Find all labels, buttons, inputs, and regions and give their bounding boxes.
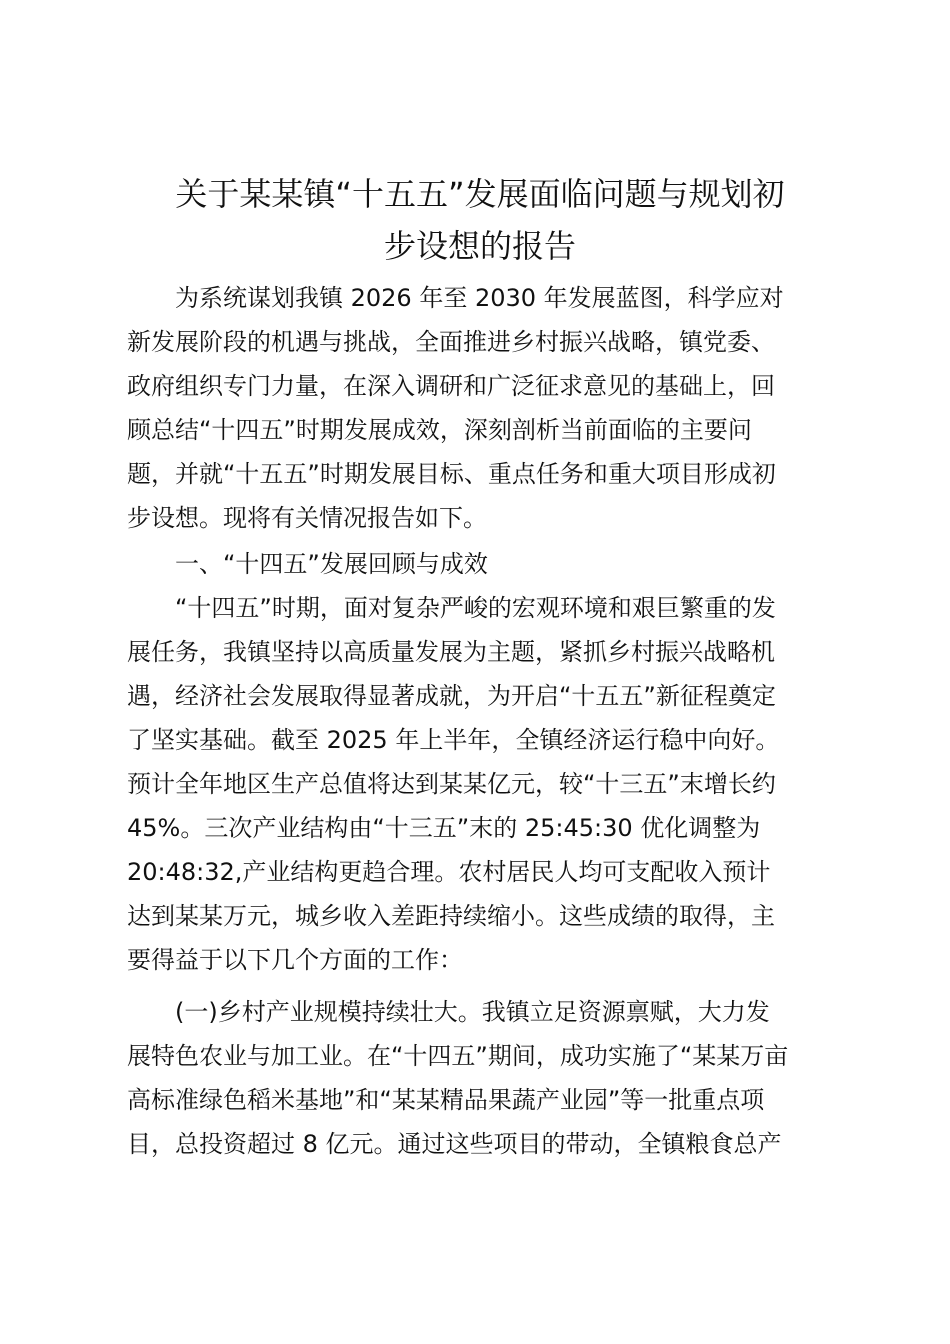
paragraph-line: 遇，经济社会发展取得显著成就，为开启“十五五”新征程奠定 bbox=[127, 682, 776, 710]
document-title-line-1: 关于某某镇“十五五”发展面临问题与规划初 bbox=[175, 175, 785, 213]
paragraph-line: “十四五”时期，面对复杂严峻的宏观环境和艰巨繁重的发 bbox=[175, 594, 776, 622]
section-heading: 一、“十四五”发展回顾与成效 bbox=[175, 550, 488, 578]
paragraph-line: 题，并就“十五五”时期发展目标、重点任务和重大项目形成初 bbox=[127, 460, 776, 488]
paragraph-line: 45%。三次产业结构由“十三五”末的 25:45:30 优化调整为 bbox=[127, 814, 761, 842]
paragraph-line: 达到某某万元，城乡收入差距持续缩小。这些成绩的取得，主 bbox=[127, 902, 775, 930]
paragraph-line: 展任务，我镇坚持以高质量发展为主题，紧抓乡村振兴战略机 bbox=[127, 638, 775, 666]
paragraph-line: 了坚实基础。截至 2025 年上半年，全镇经济运行稳中向好。 bbox=[127, 726, 780, 754]
paragraph-line: 预计全年地区生产总值将达到某某亿元，较“十三五”末增长约 bbox=[127, 770, 776, 798]
paragraph-line: 目，总投资超过 8 亿元。通过这些项目的带动，全镇粮食总产 bbox=[127, 1130, 782, 1158]
paragraph-line: 高标准绿色稻米基地”和“某某精品果蔬产业园”等一批重点项 bbox=[127, 1086, 765, 1114]
paragraph-line: 20:48:32,产业结构更趋合理。农村居民人均可支配收入预计 bbox=[127, 858, 771, 886]
paragraph-line: 步设想。现将有关情况报告如下。 bbox=[127, 504, 487, 532]
paragraph-line: 为系统谋划我镇 2026 年至 2030 年发展蓝图，科学应对 bbox=[175, 284, 784, 312]
paragraph-line: 新发展阶段的机遇与挑战，全面推进乡村振兴战略，镇党委、 bbox=[127, 328, 775, 356]
document-title-line-2: 步设想的报告 bbox=[383, 227, 576, 265]
paragraph-line: 展特色农业与加工业。在“十四五”期间，成功实施了“某某万亩 bbox=[127, 1042, 789, 1070]
paragraph-line: 顾总结“十四五”时期发展成效，深刻剖析当前面临的主要问 bbox=[127, 416, 752, 444]
paragraph-line: (一)乡村产业规模持续壮大。我镇立足资源禀赋，大力发 bbox=[175, 998, 770, 1026]
paragraph-line: 要得益于以下几个方面的工作： bbox=[127, 946, 463, 974]
paragraph-line: 政府组织专门力量，在深入调研和广泛征求意见的基础上，回 bbox=[127, 372, 775, 400]
